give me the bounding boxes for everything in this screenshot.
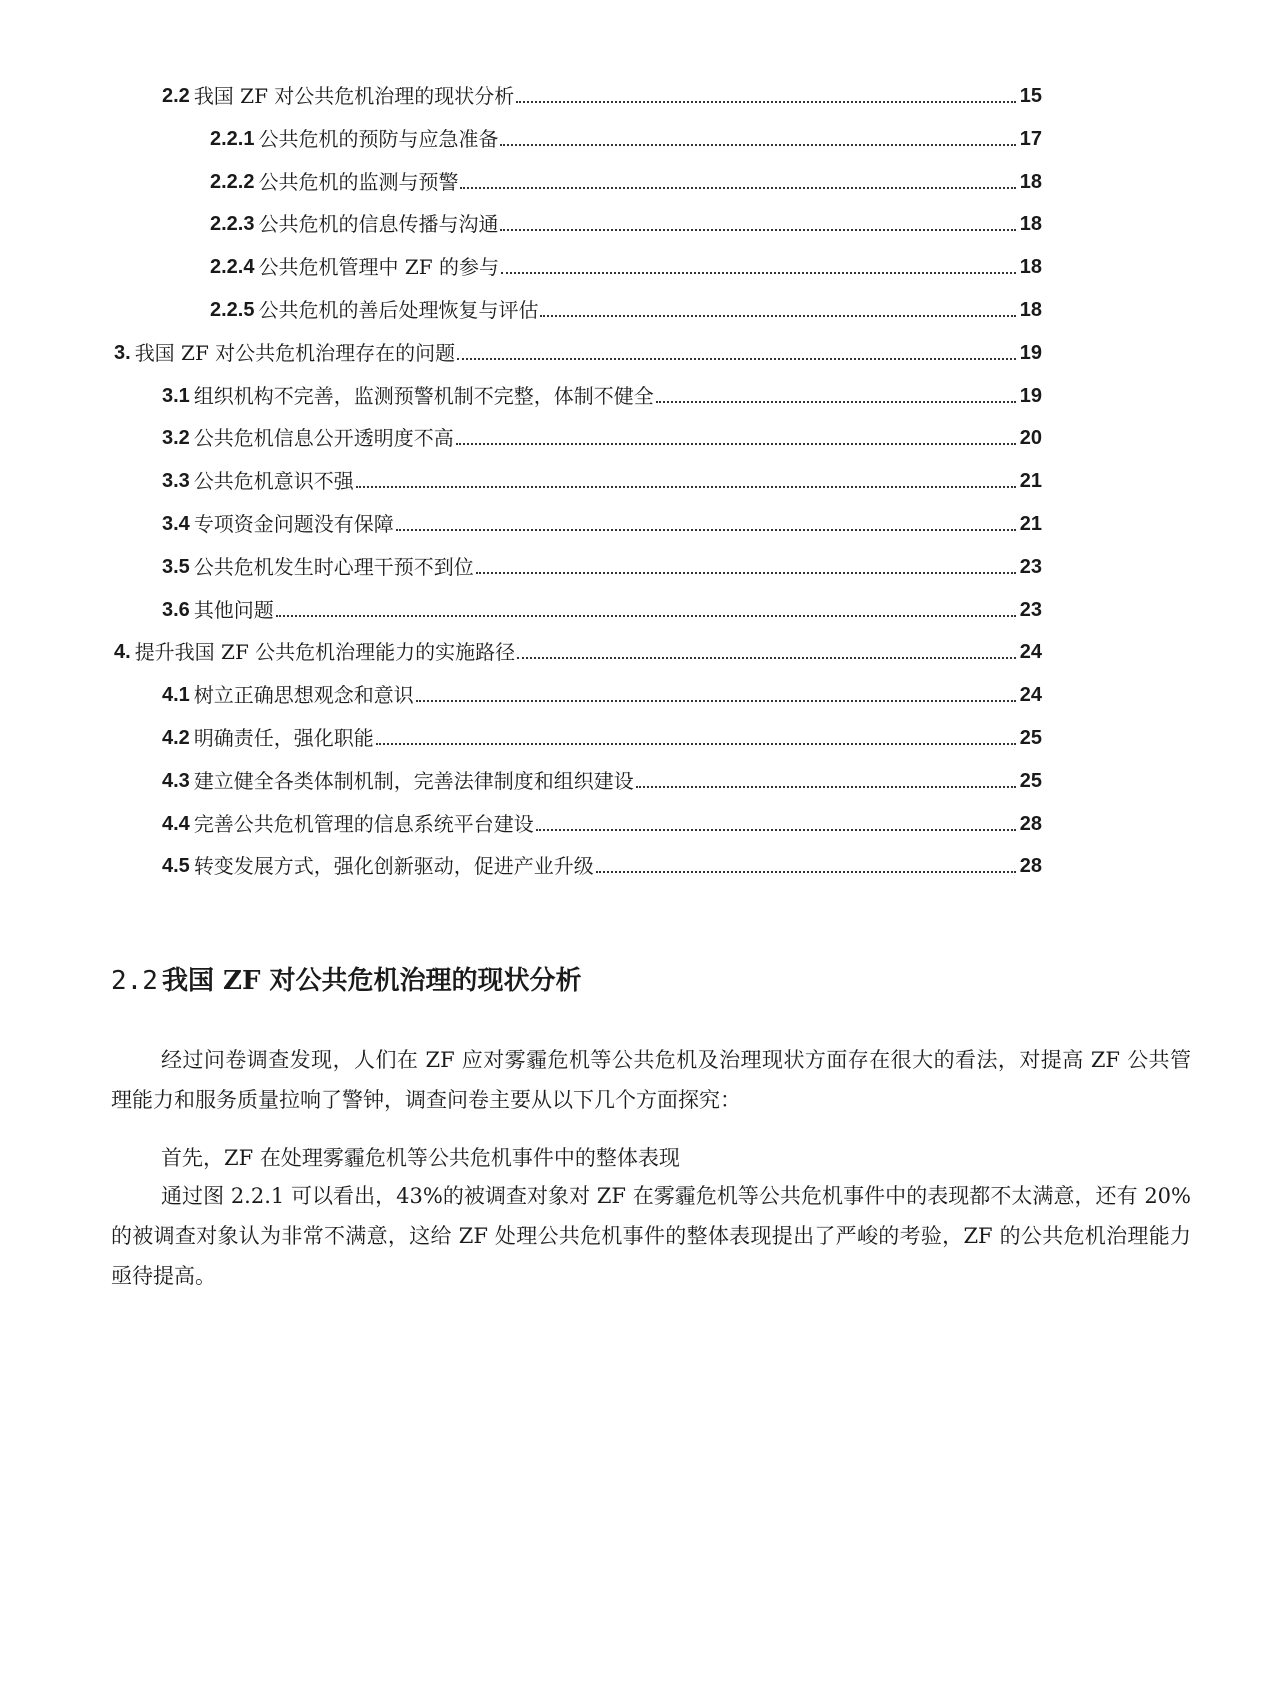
toc-entry[interactable] [162,763,1042,795]
toc-entry[interactable] [210,164,1042,196]
toc-entry[interactable] [210,206,1042,238]
toc-entry-page: 17 [1019,127,1042,150]
toc-entry-title: 其他问题 [193,597,274,622]
toc-entry-page: 24 [1019,641,1042,664]
toc-dot-leader [396,529,1016,531]
toc-entry[interactable] [162,463,1042,495]
toc-dot-leader [457,358,1016,360]
toc-entry-title: 我国 ZF 对公共危机治理的现状分析 [193,84,515,108]
body-paragraph: 经过问卷调查发现，人们在 ZF 应对雾霾危机等公共危机及治理现状方面存在很大的看法，对提高 ZF 公共管理能力和服务质量拉响了警钟，调查问卷主要从以下几个方面探究： [111,1048,1191,1112]
toc-entry-title: 组织机构不完善，监测预警机制不完整，体制不健全 [193,383,654,408]
toc-entry[interactable] [162,549,1042,581]
toc-entry-title: 树立正确思想观念和意识 [193,683,414,708]
toc-entry-page: 18 [1019,299,1042,321]
toc-entry-page: 18 [1019,170,1042,193]
toc-dot-leader [416,700,1016,702]
toc-dot-leader [456,443,1016,445]
toc-dot-leader [540,315,1015,317]
toc-entry[interactable] [162,378,1042,410]
toc-dot-leader [476,572,1016,574]
toc-entry-title: 公共危机的善后处理恢复与评估 [258,298,539,322]
toc-entry-number: 4.4 [162,812,190,835]
toc-entry-title: 专项资金问题没有保障 [193,512,394,536]
toc-entry-page: 21 [1019,513,1042,535]
section-heading [111,963,582,999]
toc-entry[interactable] [210,249,1042,281]
toc-entry[interactable] [162,806,1042,838]
toc-entry-number: 3.5 [162,555,190,578]
toc-entry-number: 4.1 [162,684,190,707]
toc-entry-title: 完善公共危机管理的信息系统平台建设 [193,811,534,836]
toc-entry-number: 3.4 [162,513,190,535]
toc-entry-page: 23 [1019,598,1042,621]
toc-entry-title: 转变发展方式，强化创新驱动，促进产业升级 [193,854,594,879]
toc-entry-number: 2.2.1 [210,127,255,150]
toc-entry-title: 公共危机管理中 ZF 的参与 [258,255,499,280]
toc-dot-leader [460,187,1015,189]
toc-dot-leader [500,229,1015,231]
toc-entry-page: 28 [1019,812,1042,835]
toc-entry-page: 20 [1019,427,1042,450]
toc-entry-number: 4.5 [162,855,190,878]
toc-entry[interactable] [162,720,1042,752]
toc-entry-number: 2.2.4 [210,256,255,279]
toc-dot-leader [276,615,1016,617]
toc-dot-leader [516,101,1015,103]
toc-entry-number: 3.3 [162,470,190,493]
toc-entry-title: 公共危机意识不强 [193,469,354,494]
toc-entry[interactable] [162,848,1042,880]
toc-entry[interactable] [162,78,1042,110]
toc-entry[interactable] [210,121,1042,153]
toc-dot-leader [500,144,1015,146]
toc-entry-page: 19 [1019,384,1042,407]
toc-entry[interactable] [210,292,1042,324]
toc-entry-title: 公共危机信息公开透明度不高 [193,426,454,451]
toc-entry[interactable] [162,592,1042,624]
toc-entry[interactable] [162,677,1042,709]
toc-entry-page: 19 [1019,341,1042,364]
toc-entry-page: 23 [1019,555,1042,578]
toc-dot-leader [517,657,1016,659]
toc-entry-page: 25 [1019,727,1042,749]
section-title: 我国 ZF 对公共危机治理的现状分析 [161,966,582,996]
toc-entry-title: 明确责任，强化职能 [193,726,374,750]
toc-entry[interactable] [114,335,1042,367]
toc-entry-title: 提升我国 ZF 公共危机治理能力的实施路径 [134,640,516,665]
toc-entry-page: 28 [1019,855,1042,878]
toc-dot-leader [596,871,1016,873]
toc-entry-page: 18 [1019,256,1042,279]
toc-entry-page: 18 [1019,213,1042,236]
toc-entry-page: 24 [1019,684,1042,707]
body-paragraph: 首先，ZF 在处理雾霾危机等公共危机事件中的整体表现 [161,1146,680,1170]
toc-entry-number: 3. [114,341,131,364]
toc-entry-number: 3.2 [162,427,190,450]
section-number: 2.2 [111,966,158,996]
toc-entry[interactable] [162,506,1042,538]
toc-entry-number: 4. [114,641,131,664]
toc-entry-title: 公共危机的信息传播与沟通 [258,212,499,237]
toc-entry[interactable] [162,420,1042,452]
toc-entry-title: 公共危机的监测与预警 [258,169,459,194]
toc-entry-number: 3.1 [162,384,190,407]
toc-entry-number: 2.2.3 [210,213,255,236]
toc-entry-number: 4.3 [162,769,190,792]
toc-dot-leader [536,829,1016,831]
toc-entry-title: 公共危机发生时心理干预不到位 [193,554,474,579]
toc-entry-title: 建立健全各类体制机制，完善法律制度和组织建设 [193,768,634,793]
toc-entry[interactable] [114,634,1042,666]
toc-entry-number: 2.2.2 [210,170,255,193]
body-paragraph: 通过图 2.2.1 可以看出，43%的被调查对象对 ZF 在雾霾危机等公共危机事件中的表现都不太满意，还有 20%的被调查对象认为非常不满意，这给 ZF 处理公共危机事件的整体表现提出了严峻的考验，ZF 的公共危机治理能力亟待提高。 [111,1184,1191,1288]
toc-dot-leader [356,486,1016,488]
toc-entry-number: 3.6 [162,598,190,621]
toc-dot-leader [376,743,1016,745]
toc-entry-number: 2.2.5 [210,299,255,321]
toc-entry-page: 21 [1019,470,1042,493]
toc-entry-page: 15 [1019,85,1042,107]
toc-dot-leader [636,786,1016,788]
toc-entry-page: 25 [1019,769,1042,792]
toc-entry-title: 我国 ZF 对公共危机治理存在的问题 [134,340,456,365]
toc-entry-number: 2.2 [162,85,190,107]
toc-entry-title: 公共危机的预防与应急准备 [258,126,499,151]
toc-dot-leader [656,401,1016,403]
toc-dot-leader [501,272,1016,274]
toc-entry-number: 4.2 [162,727,190,749]
